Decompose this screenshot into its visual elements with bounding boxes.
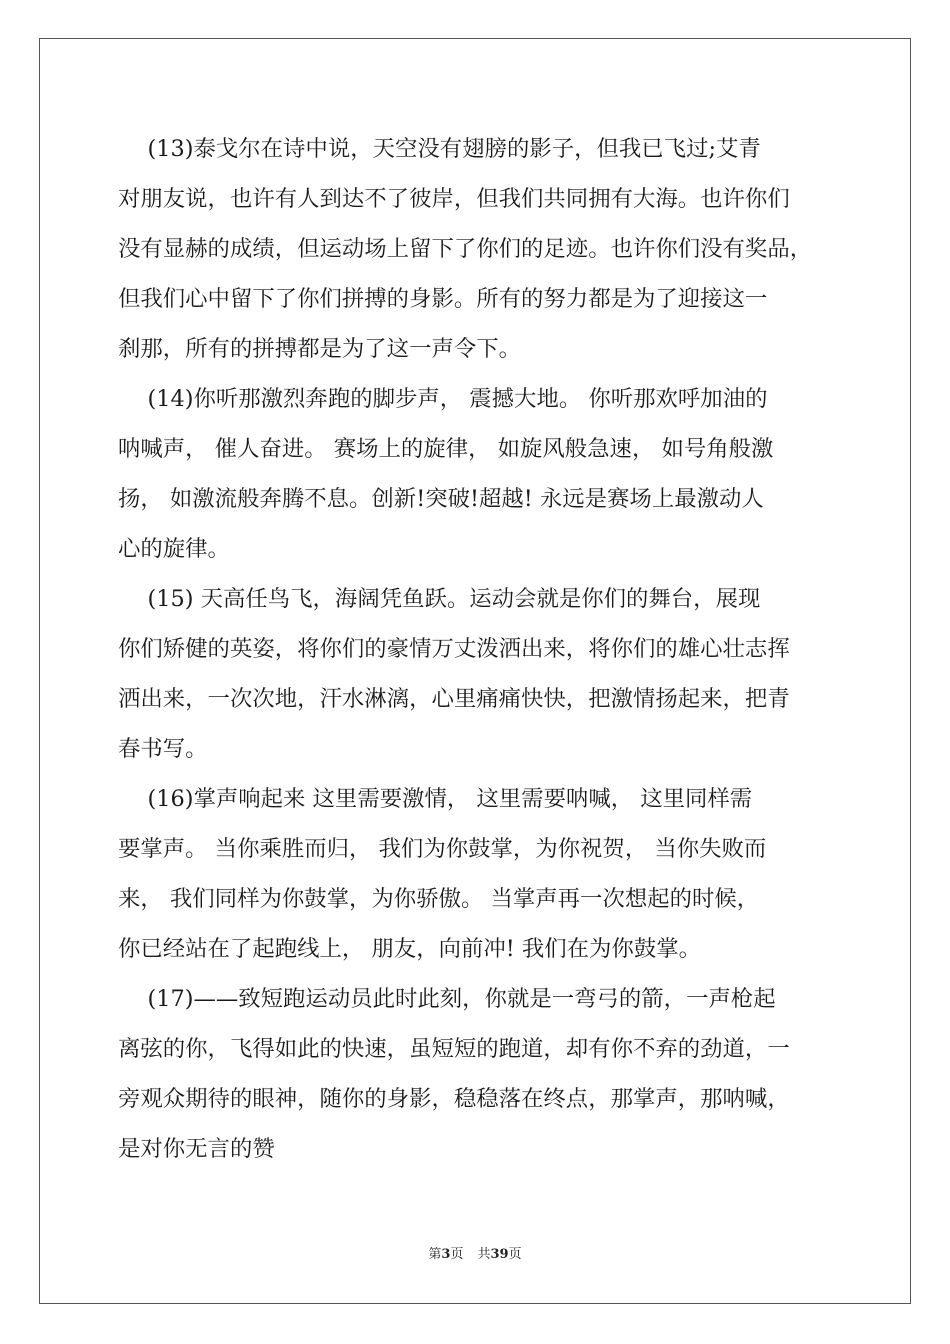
text-line: (17)——致短跑运动员此时此刻，你就是一弯弓的箭，一声枪起 [118,986,776,1012]
text-line: 但我们心中留下了你们拼搏的身影。所有的努力都是为了迎接这一 [118,286,768,312]
text-line: 对朋友说，也许有人到达不了彼岸，但我们共同拥有大海。也许你们 [118,186,790,212]
text-line: 来， 我们同样为你鼓掌，为你骄傲。 当掌声再一次想起的时候， [118,886,760,912]
text-line: 旁观众期待的眼神，随你的身影，稳稳落在终点，那掌声，那呐喊， [118,1086,790,1112]
text-line: 刹那，所有的拼搏都是为了这一声令下。 [118,336,522,362]
text-line: (15) 天高任鸟飞，海阔凭鱼跃。运动会就是你们的舞台，展现 [118,586,761,612]
text-line: 是对你无言的赞 [118,1136,275,1162]
text-line: (13)泰戈尔在诗中说，天空没有翅膀的影子，但我已飞过;艾青 [118,136,761,162]
text-line: 你已经站在了起跑线上， 朋友，向前冲! 我们在为你鼓掌。 [118,936,701,962]
paragraph-15 [118,574,844,774]
page-suffix: 页 [450,1247,464,1262]
text-line: 离弦的你，飞得如此的快速，虽短短的跑道，却有你不弃的劲道，一 [118,1036,790,1062]
page-footer [0,1246,950,1264]
text-line: 呐喊声， 催人奋进。 赛场上的旋律， 如旋风般急速， 如号角般激 [118,436,774,462]
text-line: (16)掌声响起来 这里需要激情， 这里需要呐喊， 这里同样需 [118,786,753,812]
page-prefix: 第 [428,1247,442,1262]
text-line: 要掌声。 当你乘胜而归， 我们为你鼓掌，为你祝贺， 当你失败而 [118,836,767,862]
total-prefix: 共 [477,1247,491,1262]
total-pages: 39 [490,1247,509,1262]
page-number: 3 [441,1247,451,1262]
text-line: 没有显赫的成绩，但运动场上留下了你们的足迹。也许你们没有奖品， [118,236,813,262]
text-line: 你们矫健的英姿，将你们的豪情万丈泼洒出来，将你们的雄心壮志挥 [118,636,790,662]
text-line: 扬， 如激流般奔腾不息。创新!突破!超越! 永远是赛场上最激动人 [118,486,764,512]
text-line: (14)你听那激烈奔跑的脚步声， 震撼大地。 你听那欢呼加油的 [118,386,768,412]
document-body [118,124,844,1174]
paragraph-14 [118,374,844,574]
total-suffix: 页 [508,1247,522,1262]
paragraph-16 [118,774,844,974]
paragraph-17 [118,974,844,1174]
text-line: 春书写。 [118,736,208,762]
text-line: 心的旋律。 [118,536,230,562]
text-line: 洒出来，一次次地，汗水淋漓，心里痛痛快快，把激情扬起来，把青 [118,686,790,712]
paragraph-13 [118,124,844,374]
